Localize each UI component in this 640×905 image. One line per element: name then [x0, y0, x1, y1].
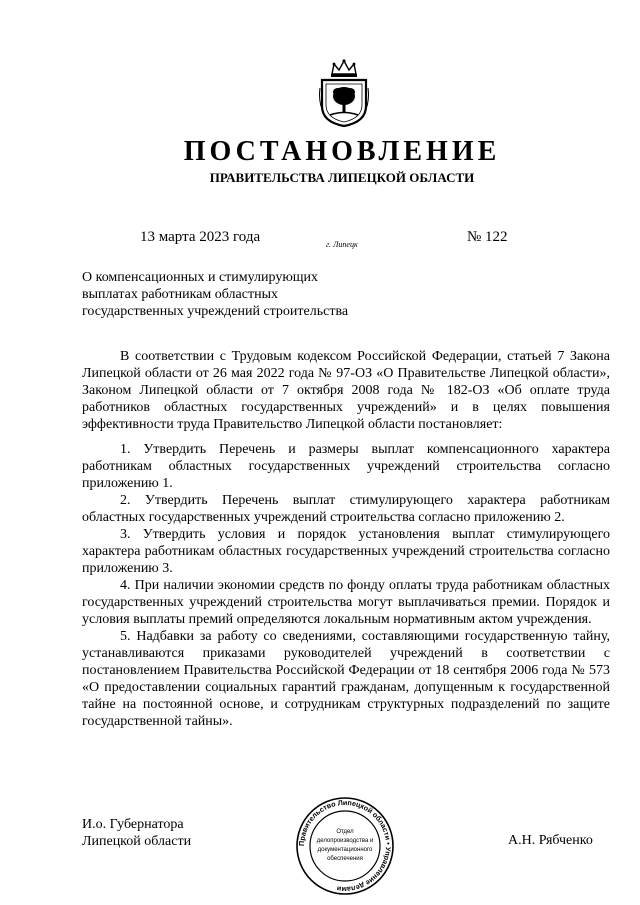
stamp-center-line: документационного	[317, 847, 373, 853]
resolution-item: 4. При наличии экономии средств по фонду оплаты труда работникам областных государственных учреждений строительства могут выплачиваться премии. Порядок и условия выплаты премий определяются локальным нормативным актом учреждения.	[82, 578, 610, 627]
resolution-item: 2. Утвердить Перечень выплат стимулирующего характера работникам областных государственных учреждений строительства согласно приложению 2.	[82, 493, 610, 525]
coat-of-arms-emblem	[318, 58, 370, 128]
document-city: г. Липецк	[326, 240, 358, 249]
document-body	[82, 348, 610, 730]
stamp-center-line: Отдел	[336, 829, 354, 835]
document-title: ПОСТАНОВЛЕНИЕ	[183, 136, 501, 167]
resolution-item: 5. Надбавки за работу со сведениями, составляющими государственную тайну, устанавливаются приказами руководителей учреждений в соответствии с постановлением Правительства Российской Федерации от 18 сентября 2006 года № 573 «О предоставлении социальных гарантий гражданам, допущенным к государственной тайне на постоянной основе, и сотрудникам структурных подразделений по защите государственной тайны».	[82, 629, 610, 729]
stamp-center-line: обеспечения	[327, 856, 363, 862]
document-subject	[82, 269, 382, 320]
signatory-name: А.Н. Рябченко	[508, 833, 593, 848]
resolution-item: 1. Утвердить Перечень и размеры выплат компенсационного характера работникам областных государственных учреждений строительства согласно приложению 1.	[82, 442, 610, 491]
signatory-position	[82, 816, 191, 850]
document-subtitle: ПРАВИТЕЛЬСТВА ЛИПЕЦКОЙ ОБЛАСТИ	[209, 170, 475, 185]
stamp-ring-text: Правительство Липецкой области • Управление делами	[296, 797, 394, 895]
stamp-center-line: делопроизводства и	[316, 838, 374, 844]
subject-line: О компенсационных и стимулирующих	[82, 270, 319, 285]
document-number: № 122	[467, 229, 508, 245]
document-date: 13 марта 2023 года	[140, 229, 261, 245]
subject-line: выплатах работникам областных	[82, 287, 278, 302]
signatory-position-line: Липецкой области	[82, 834, 192, 849]
resolution-item: 3. Утвердить условия и порядок установления выплат стимулирующего характера работникам областных государственных учреждений строительства согласно приложению 3.	[82, 527, 610, 576]
official-stamp	[286, 796, 404, 896]
subject-line: государственных учреждений строительства	[82, 304, 349, 319]
preamble-paragraph: В соответствии с Трудовым кодексом Российской Федерации, статьей 7 Закона Липецкой области от 26 мая 2022 года № 97-ОЗ «О Правительстве Липецкой области», Законом Липецкой области от 7 октября 2008 года № 182-ОЗ «Об оплате труда работников областных государственных учреждений» и в целях повышения эффективности труда Правительство Липецкой области постановляет:	[82, 349, 610, 432]
signatory-position-line: И.о. Губернатора	[82, 817, 184, 832]
